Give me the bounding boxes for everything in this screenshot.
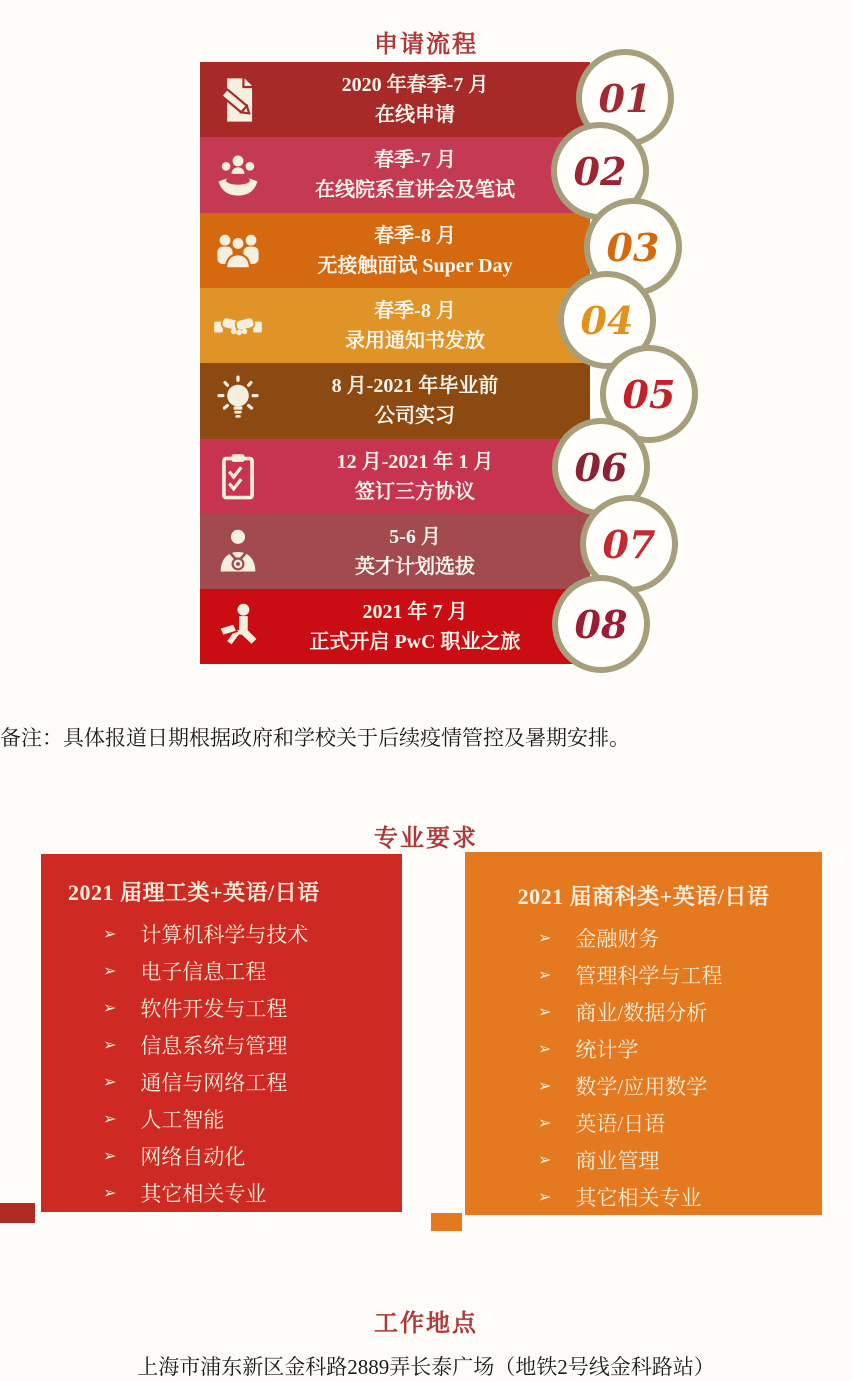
business-majors-list — [465, 919, 822, 1215]
arrow-bullet-icon: ➢ — [538, 1113, 552, 1132]
step-number: 02 — [573, 148, 627, 194]
list-item — [41, 1100, 402, 1137]
arrow-bullet-icon: ➢ — [103, 1146, 117, 1165]
major-label: 通信与网络工程 — [140, 1070, 288, 1095]
list-item — [465, 1141, 822, 1178]
arrow-bullet-icon: ➢ — [103, 998, 117, 1017]
major-label: 英语/日语 — [575, 1111, 666, 1136]
list-item — [465, 956, 822, 993]
major-label: 管理科学与工程 — [575, 963, 723, 988]
list-item — [41, 1137, 402, 1174]
arrow-bullet-icon: ➢ — [538, 928, 552, 947]
arrow-bullet-icon: ➢ — [103, 1035, 117, 1054]
step-text — [276, 447, 590, 507]
step-number: 01 — [598, 75, 652, 121]
list-item — [465, 1104, 822, 1141]
business-majors-box — [465, 852, 822, 1215]
application-flow-graphic — [200, 62, 700, 664]
step-date: 12 月-2021 年 1 月 — [336, 451, 494, 473]
team-icon — [200, 225, 276, 277]
arrow-bullet-icon: ➢ — [538, 965, 552, 984]
orange-accent-square — [431, 1213, 462, 1231]
step-desc: 正式开启 PwC 职业之旅 — [309, 630, 521, 653]
list-item — [41, 915, 402, 952]
red-accent-square — [0, 1203, 35, 1223]
flow-step-row — [200, 514, 590, 590]
stem-majors-list — [41, 915, 402, 1211]
arrow-bullet-icon: ➢ — [103, 924, 117, 943]
step-date: 8 月-2021 年毕业前 — [331, 375, 499, 397]
major-label: 商业管理 — [575, 1148, 660, 1173]
step-text — [276, 70, 590, 130]
business-majors-heading: 2021 届商科类+英语/日语 — [517, 884, 770, 909]
step-text — [276, 522, 590, 582]
list-item — [465, 919, 822, 956]
stem-majors-box — [41, 854, 402, 1212]
major-label: 电子信息工程 — [140, 959, 267, 984]
step-text — [276, 371, 590, 431]
flow-step-row — [200, 439, 590, 515]
list-item — [465, 1178, 822, 1215]
step-date: 春季-8 月 — [374, 300, 456, 322]
list-item — [465, 1030, 822, 1067]
major-label: 统计学 — [575, 1037, 639, 1062]
step-text — [276, 221, 590, 281]
step-number-badge — [552, 575, 650, 673]
arrow-bullet-icon: ➢ — [538, 1039, 552, 1058]
step-desc: 在线申请 — [375, 104, 455, 126]
arrow-bullet-icon: ➢ — [103, 961, 117, 980]
edit-document-icon — [200, 74, 276, 126]
note-text: 备注：具体报道日期根据政府和学校关于后续疫情管控及暑期安排。 — [0, 726, 630, 750]
major-label: 软件开发与工程 — [140, 996, 288, 1021]
list-item — [465, 1067, 822, 1104]
flow-step-row — [200, 288, 590, 364]
flow-step-row — [200, 363, 590, 439]
list-item — [41, 1063, 402, 1100]
list-item — [41, 952, 402, 989]
major-label: 人工智能 — [140, 1107, 225, 1132]
step-number: 06 — [574, 444, 628, 490]
step-date: 2021 年 7 月 — [362, 600, 468, 623]
step-date: 2020 年春季-7 月 — [341, 74, 489, 96]
award-person-icon — [200, 526, 276, 578]
list-item — [41, 1174, 402, 1211]
step-desc: 英才计划选拔 — [355, 556, 475, 578]
list-item — [465, 993, 822, 1030]
office-address: 上海市浦东新区金科路2889弄长泰广场（地铁2号线金科路站） — [137, 1355, 715, 1379]
flow-section-title: 申请流程 — [374, 32, 478, 59]
majors-section-title: 专业要求 — [374, 825, 478, 852]
flow-step-row — [200, 62, 590, 138]
major-label: 网络自动化 — [140, 1144, 246, 1169]
arrow-bullet-icon: ➢ — [103, 1072, 117, 1091]
step-number: 03 — [606, 224, 660, 270]
step-desc: 在线院系宣讲会及笔试 — [315, 179, 515, 201]
list-item — [41, 989, 402, 1026]
step-desc: 无接触面试 Super Day — [317, 255, 513, 277]
major-label: 计算机科学与技术 — [140, 922, 309, 947]
flow-step-row — [200, 589, 590, 664]
major-label: 其它相关专业 — [575, 1185, 702, 1210]
clipboard-icon — [200, 451, 276, 503]
handshake-icon — [200, 300, 276, 352]
step-desc: 签订三方协议 — [355, 481, 475, 503]
major-label: 信息系统与管理 — [140, 1033, 288, 1058]
step-number: 04 — [580, 297, 634, 343]
step-number: 05 — [622, 371, 676, 417]
step-desc: 录用通知书发放 — [345, 330, 485, 352]
arrow-bullet-icon: ➢ — [103, 1183, 117, 1202]
step-date: 春季-8 月 — [374, 225, 456, 247]
location-section-title: 工作地点 — [374, 1310, 478, 1337]
major-label: 金融财务 — [575, 926, 660, 951]
arrow-bullet-icon: ➢ — [538, 1150, 552, 1169]
step-text — [276, 296, 590, 356]
flow-step-row — [200, 137, 590, 213]
step-number: 07 — [602, 521, 656, 567]
major-label: 数学/应用数学 — [575, 1074, 708, 1099]
arrow-bullet-icon: ➢ — [103, 1109, 117, 1128]
major-label: 其它相关专业 — [140, 1181, 267, 1206]
major-label: 商业/数据分析 — [575, 1000, 708, 1025]
step-desc: 公司实习 — [375, 405, 455, 427]
arrow-bullet-icon: ➢ — [538, 1187, 552, 1206]
person-laptop-icon — [200, 601, 276, 653]
meeting-icon — [200, 149, 276, 201]
step-text — [276, 597, 590, 657]
stem-majors-heading: 2021 届理工类+英语/日语 — [68, 880, 320, 905]
arrow-bullet-icon: ➢ — [538, 1076, 552, 1095]
flow-step-row — [200, 213, 590, 289]
step-number: 08 — [574, 601, 628, 647]
list-item — [41, 1026, 402, 1063]
arrow-bullet-icon: ➢ — [538, 1002, 552, 1021]
step-date: 5-6 月 — [389, 526, 441, 548]
step-date: 春季-7 月 — [374, 149, 456, 171]
lightbulb-icon — [200, 375, 276, 427]
step-text — [276, 145, 590, 205]
